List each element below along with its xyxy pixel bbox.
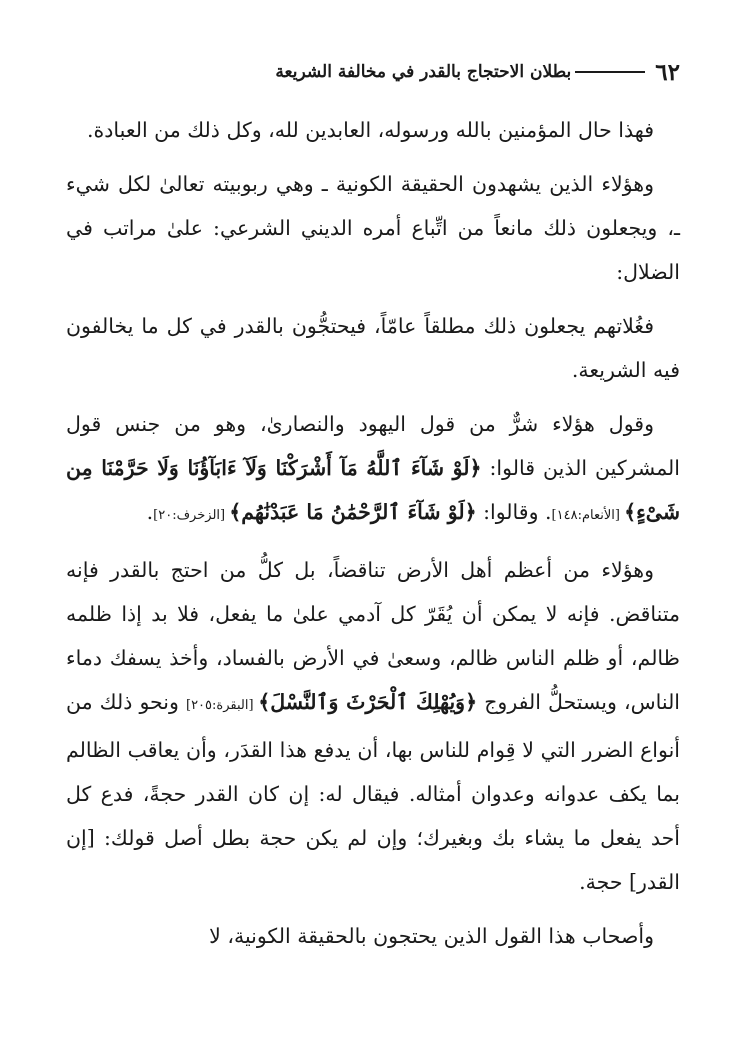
paragraph-5 bbox=[66, 548, 680, 904]
paragraph-4-text-3: . bbox=[146, 500, 154, 524]
paragraph-2: وهؤلاء الذين يشهدون الحقيقة الكونية ـ وهي ربوبيته تعالىٰ لكل شيء ـ، ويجعلون ذلك مانعاً من اتِّباع أمره الديني الشرعي: علىٰ مراتب في الضلال: bbox=[66, 172, 680, 284]
verse-reference-zukhruf: [الزخرف:٢٠] bbox=[153, 508, 230, 523]
paragraph-4-text-2: . وقالوا: bbox=[476, 500, 552, 524]
paragraph-4-text-1: وقول هؤلاء شرٌّ من قول اليهود والنصارىٰ، وهو من جنس قول المشركين الذين قالوا: bbox=[66, 412, 680, 480]
quran-verse-baqara: ﴿وَيُهْلِكَ ٱلْحَرْثَ وَٱلنَّسْلَ﴾ bbox=[258, 690, 478, 714]
paragraph-4 bbox=[66, 402, 680, 538]
paragraph-5-text-2: ونحو ذلك من أنواع الضرر التي لا قِوام للناس بها، أن يدفع هذا القدَر، وأن يعاقب الظالم بما يكف عدوانه وعدوان أمثاله. فيقال له: إن كان القدر حجةً، فدع كل أحد يفعل ما يشاء بك وبغيرك؛ وإن لم يكن حجة بطل أصل قولك: [إن القدر] حجة. bbox=[66, 690, 680, 894]
paragraph-6: وأصحاب هذا القول الذين يحتجون بالحقيقة الكونية، لا bbox=[209, 924, 654, 948]
verse-reference-baqara: [البقرة:٢٠٥] bbox=[185, 698, 259, 713]
header-rule bbox=[575, 71, 645, 73]
book-page bbox=[66, 52, 680, 968]
page-number: ٦٢ bbox=[655, 58, 680, 86]
paragraph-3: فغُلاتهم يجعلون ذلك مطلقاً عامّاً، فيحتجُّون بالقدر في كل ما يخالفون فيه الشريعة. bbox=[66, 314, 680, 382]
paragraph-1: فهذا حال المؤمنين بالله ورسوله، العابدين لله، وكل ذلك من العبادة. bbox=[87, 118, 654, 142]
quran-verse-anam: ﴿لَوْ شَآءَ ٱللَّهُ مَآ أَشْرَكْنَا وَلَآ ءَابَآؤُنَا وَلَا حَرَّمْنَا مِن شَىْءٍ﴾ bbox=[66, 456, 680, 524]
running-title: بطلان الاحتجاج بالقدر في مخالفة الشريعة bbox=[275, 62, 572, 82]
running-head bbox=[66, 52, 680, 92]
verse-reference-anam: [الأنعام:١٤٨] bbox=[551, 508, 625, 523]
quran-verse-zukhruf: ﴿لَوْ شَآءَ ٱلرَّحْمَٰنُ مَا عَبَدْنَٰهُم﴾ bbox=[229, 500, 477, 524]
paragraph-5-text-1: وهؤلاء من أعظم أهل الأرض تناقضاً، بل كلُّ من احتج بالقدر فإنه متناقض. فإنه لا يمكن أن يُقَرّ كل آدمي علىٰ ما يفعل، فلا بد إذا ظلمه ظالم، أو ظلم الناس ظالم، وسعىٰ في الأرض بالفساد، وأخذ يسفك دماء الناس، ويستحلُّ الفروج bbox=[66, 558, 681, 714]
